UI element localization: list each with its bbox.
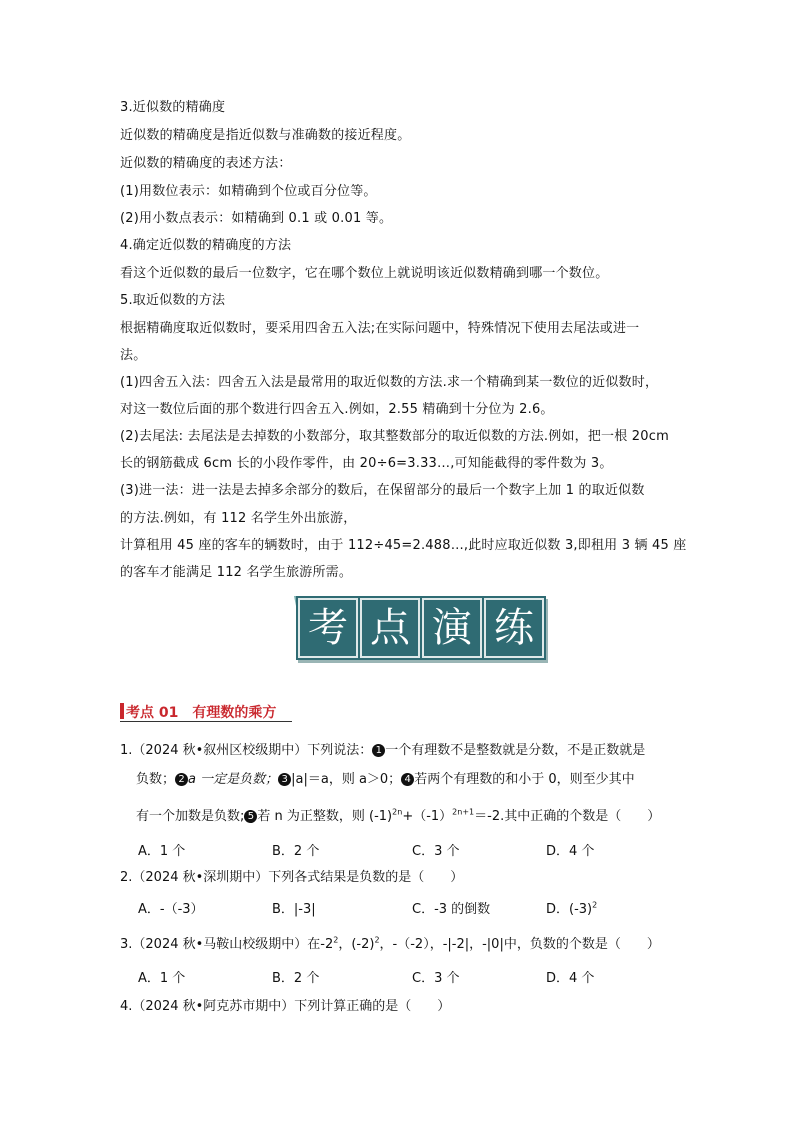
text-line: (1)用数位表示：如精确到个位或百分位等。 bbox=[120, 184, 377, 199]
text-line: 长的钢筋截成 6cm 长的小段作零件，由 20÷6=3.33…,可知能截得的零件数为 3。 bbox=[120, 456, 613, 471]
heading-approx: 5.取近似数的方法 bbox=[120, 293, 226, 308]
q1-option-d[interactable]: D．4 个 bbox=[546, 844, 595, 859]
q2-option-c[interactable]: C．-3 的倒数 bbox=[412, 902, 491, 917]
section-underline bbox=[120, 721, 292, 722]
text-line: 法。 bbox=[120, 348, 147, 363]
text-line: (2)去尾法: 去尾法是去掉数的小数部分，取其整数部分的取近似数的方法.例如，把一根 20cm bbox=[120, 429, 669, 444]
heading-precision: 3.近似数的精确度 bbox=[120, 100, 226, 115]
circled-number: 4 bbox=[401, 773, 414, 786]
practice-banner bbox=[288, 590, 550, 664]
circled-number: 2 bbox=[175, 773, 188, 786]
heading-method: 4.确定近似数的精确度的方法 bbox=[120, 238, 292, 253]
section-heading bbox=[120, 702, 300, 720]
q1-option-a[interactable]: A．1 个 bbox=[138, 844, 186, 859]
q1-option-b[interactable]: B．2 个 bbox=[272, 844, 320, 859]
text-line: (1)四舍五入法：四舍五入法是最常用的取近似数的方法.求一个精确到某一数位的近似数时， bbox=[120, 375, 659, 390]
section-title: 考点 01 有理数的乘方 bbox=[126, 705, 277, 721]
banner-char: 考 bbox=[298, 598, 358, 658]
q2-stem: 2.（2024 秋•深圳期中）下列各式结果是负数的是（ ） bbox=[120, 870, 464, 885]
circled-number: 3 bbox=[278, 773, 291, 786]
text-line: 近似数的精确度是指近似数与准确数的接近程度。 bbox=[120, 128, 411, 143]
q1-line3: 有一个加数是负数; 5 若 n 为正整数，则 $(-1)^{2n}+(-1)^{2n+1}=-2$.其中正确的个数是（ ） bbox=[136, 807, 661, 824]
q3-stem: 3.（2024 秋•马鞍山校级期中）在$-2^2$，$(-2)^2$，-（-2），-|-2|，-|0|中，负数的个数是（ ） bbox=[120, 935, 660, 952]
banner-char: 演 bbox=[422, 598, 482, 658]
text-line: 的客车才能满足 112 名学生旅游所需。 bbox=[120, 565, 353, 580]
q3-option-d[interactable]: D．4 个 bbox=[546, 971, 595, 986]
q1-option-c[interactable]: C．3 个 bbox=[412, 844, 460, 859]
text-line: 的方法.例如，有 112 名学生外出旅游， bbox=[120, 511, 357, 526]
text-line: 对这一数位后面的那个数进行四舍五入.例如，2.55 精确到十分位为 2.6。 bbox=[120, 402, 554, 417]
q4-stem: 4.（2024 秋•阿克苏市期中）下列计算正确的是（ ） bbox=[120, 999, 451, 1014]
q3-option-b[interactable]: B．2 个 bbox=[272, 971, 320, 986]
text-line: 近似数的精确度的表述方法： bbox=[120, 156, 292, 171]
q3-option-c[interactable]: C．3 个 bbox=[412, 971, 460, 986]
q2-option-b[interactable]: B．|-3| bbox=[272, 902, 316, 917]
q2-option-d[interactable]: D．$(-3)^2$ bbox=[546, 900, 598, 917]
q1-line1: 1.（2024 秋•叙州区校级期中）下列说法： 1 一个有理数不是整数就是分数，不是正数就是 bbox=[120, 743, 646, 758]
banner-char: 练 bbox=[484, 598, 544, 658]
q1-line2: 负数； 2 a 一定是负数； 3 |a|＝a，则 a＞0； 4 若两个有理数的和小于 0，则至少其中 bbox=[136, 772, 635, 787]
text-line: 计算租用 45 座的客车的辆数时，由于 112÷45=2.488…,此时应取近似数 3,即租用 3 辆 45 座 bbox=[120, 538, 687, 553]
section-marker bbox=[120, 703, 124, 719]
text-line: (2)用小数点表示：如精确到 0.1 或 0.01 等。 bbox=[120, 211, 393, 226]
circled-number: 1 bbox=[372, 744, 385, 757]
text-line: 根据精确度取近似数时，要采用四舍五入法;在实际问题中，特殊情况下使用去尾法或进一 bbox=[120, 321, 640, 336]
text-line: 看这个近似数的最后一位数字，它在哪个数位上就说明该近似数精确到哪一个数位。 bbox=[120, 266, 609, 281]
banner-char: 点 bbox=[360, 598, 420, 658]
circled-number: 5 bbox=[244, 810, 257, 823]
text-line: (3)进一法：进一法是去掉多余部分的数后，在保留部分的最后一个数字上加 1 的取近似数 bbox=[120, 483, 645, 498]
q3-option-a[interactable]: A．1 个 bbox=[138, 971, 186, 986]
q2-option-a[interactable]: A．-（-3） bbox=[138, 902, 204, 917]
